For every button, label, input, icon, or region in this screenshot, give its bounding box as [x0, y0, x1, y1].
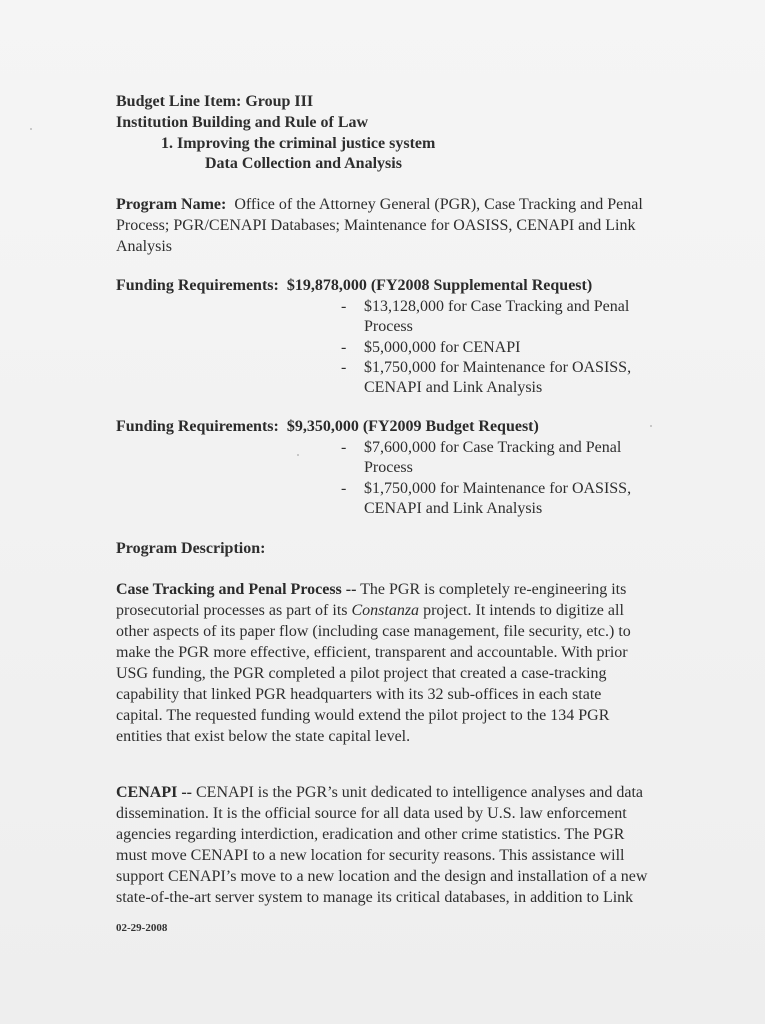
- funding-label: Funding Requirements:: [116, 418, 279, 435]
- case-tracking-paragraph: Case Tracking and Penal Process -- The PGR is completely re-engineering its prosecutorial processes as part of its Constanza project. It intends to digitize all other aspects of its paper flow (including case management, file security, etc.) to make the PGR more effective, efficient, transparent and accountable. With prior USG funding, the PGR completed a pilot project that created a case-tracking capability that linked PGR headquarters with its 32 sub-offices in each state capital. The requested funding would extend the pilot project to the 134 PGR entities that exist below the state capital level.: [116, 581, 631, 745]
- funding-fy2008-list: [341, 297, 631, 398]
- dash-bullet: -: [341, 439, 347, 456]
- program-name-line: Process; PGR/CENAPI Databases; Maintenance for OASISS, CENAPI and Link: [116, 217, 636, 234]
- program-description-heading: Program Description:: [116, 540, 266, 557]
- constanza-project-name: Constanza: [351, 602, 420, 619]
- cenapi-paragraph: CENAPI -- CENAPI is the PGR’s unit dedicated to intelligence analyses and data dissemination. It is the official source for all data used by U.S. law enforcement agencies regarding interdiction, eradication and other crime statistics. The PGR must move CENAPI to a new location for security reasons. This assistance will support CENAPI’s move to a new location and the design and installation of a new state-of-the-art server system to manage its critical databases, in addition to Link: [116, 784, 648, 906]
- dash-bullet: -: [341, 358, 347, 376]
- subsection-heading: 1. Improving the criminal justice system: [161, 135, 436, 152]
- funding-item: - $5,000,000 for CENAPI: [341, 338, 631, 358]
- funding-item: - $13,128,000 for Case Tracking and Penal Process: [341, 298, 630, 336]
- case-tracking-title: Case Tracking and Penal Process --: [116, 581, 357, 598]
- dash-bullet: -: [341, 338, 347, 356]
- subsection-subheading: Data Collection and Analysis: [205, 155, 402, 172]
- dash-bullet: -: [341, 479, 347, 497]
- group-title-heading: Institution Building and Rule of Law: [116, 114, 369, 131]
- program-name-block: [116, 194, 706, 257]
- cenapi-title: CENAPI --: [116, 784, 192, 801]
- funding-item: - $7,600,000 for Case Tracking and Penal Process: [341, 439, 622, 477]
- funding-fy2008-heading: [116, 276, 592, 296]
- funding-label: Funding Requirements:: [116, 277, 279, 294]
- funding-amount: $9,350,000 (FY2009 Budget Request): [286, 418, 539, 435]
- program-name-line: Analysis: [116, 238, 172, 255]
- budget-line-item-heading: Budget Line Item: Group III: [116, 93, 314, 110]
- scan-speck: [650, 425, 652, 427]
- footer-date: 02-29-2008: [116, 922, 168, 934]
- program-name-label: Program Name:: [116, 196, 227, 213]
- dash-bullet: -: [341, 298, 347, 315]
- funding-fy2009-list: [341, 438, 631, 519]
- funding-amount: $19,878,000 (FY2008 Supplemental Request): [286, 277, 593, 294]
- scan-speck: [297, 454, 299, 456]
- program-name-line: Office of the Attorney General (PGR), Case Tracking and Penal: [234, 196, 643, 213]
- funding-item: - $1,750,000 for Maintenance for OASISS, CENAPI and Link Analysis: [341, 479, 632, 517]
- scan-speck: [30, 128, 32, 130]
- funding-item: - $1,750,000 for Maintenance for OASISS, CENAPI and Link Analysis: [341, 358, 632, 397]
- funding-fy2009-heading: [116, 417, 539, 437]
